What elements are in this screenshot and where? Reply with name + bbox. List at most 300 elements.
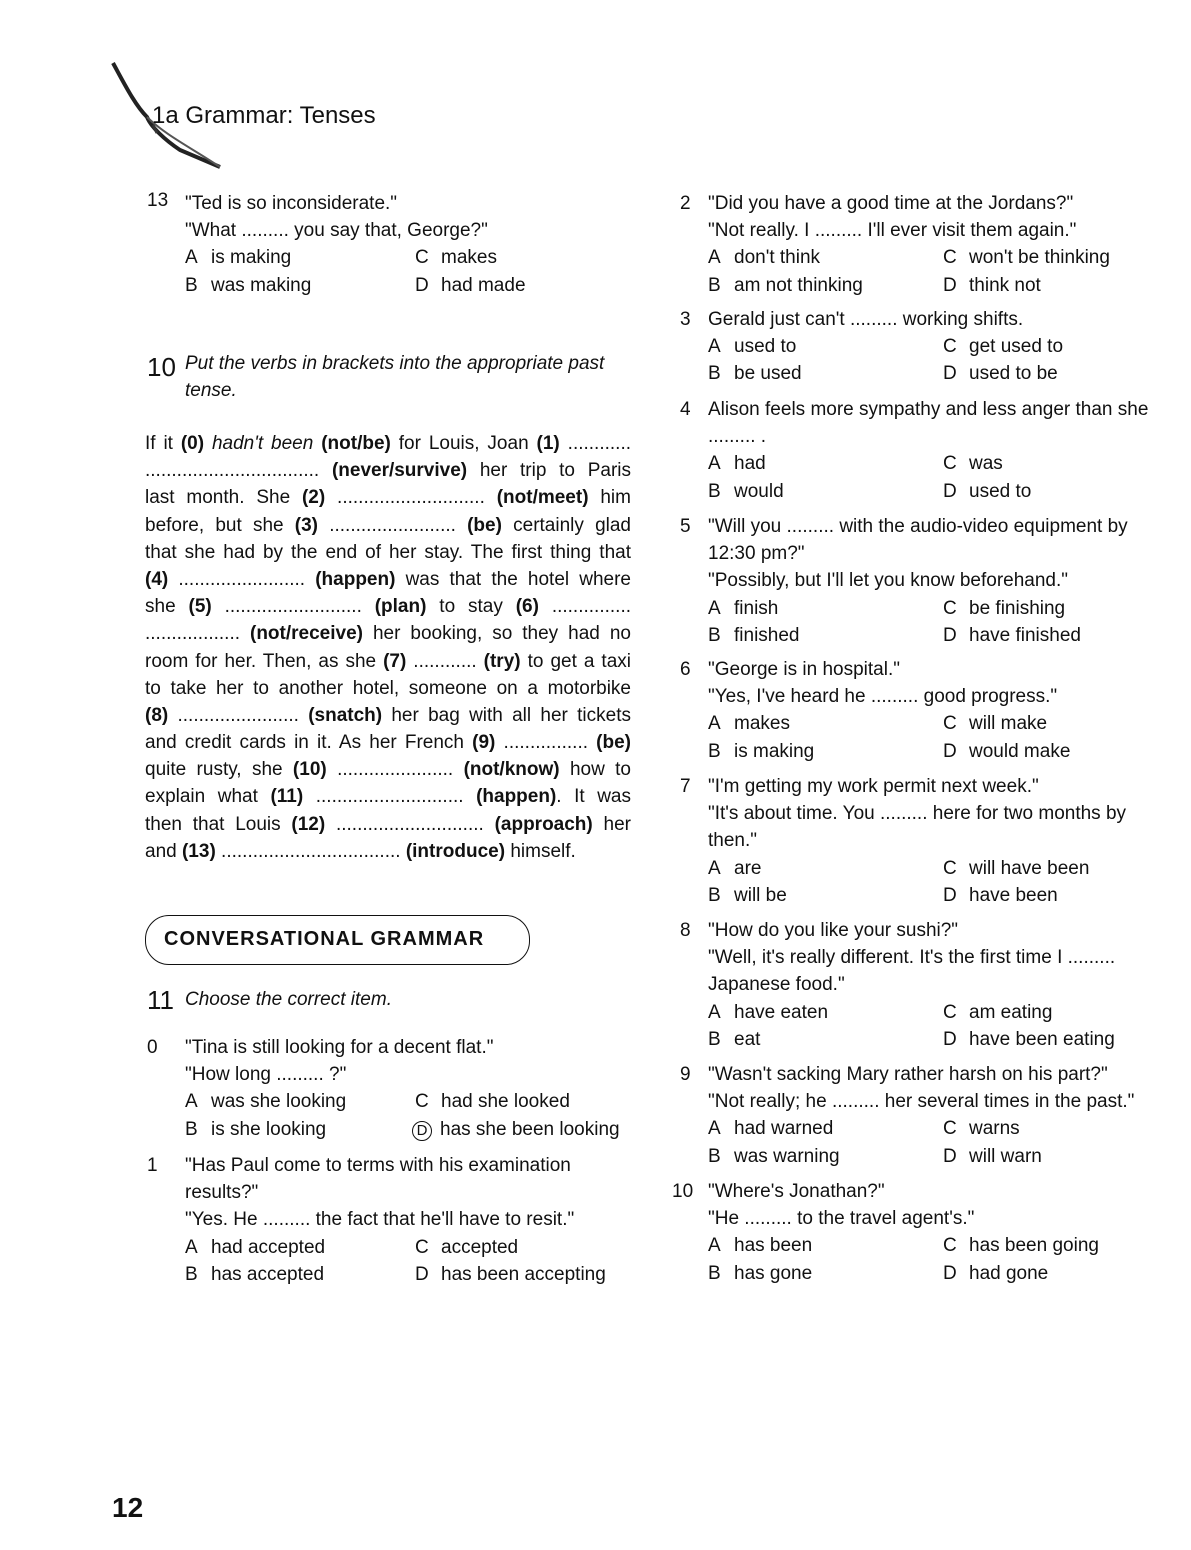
question-2 <box>680 190 1160 299</box>
option-letter: B <box>708 884 721 906</box>
paragraph-line <box>145 539 631 566</box>
verb-cue: (not/meet) <box>496 487 589 509</box>
question-number: 4 <box>680 399 691 420</box>
question-line: Gerald just can't ......... working shifts. <box>708 309 1024 330</box>
option-letter: A <box>185 1091 198 1113</box>
option-text: would make <box>969 740 1071 762</box>
question-number: 13 <box>147 190 169 211</box>
options-row <box>708 1260 1160 1287</box>
verb-cue: (approach) <box>494 813 593 835</box>
question-1 <box>147 1152 627 1288</box>
verb-cue: (3) <box>294 514 319 536</box>
option-d[interactable] <box>415 1261 606 1288</box>
question-line: "I'm getting my work permit next week." <box>708 776 1039 797</box>
question-number: 7 <box>680 776 691 797</box>
option-letter: A <box>708 247 721 269</box>
option-a[interactable] <box>185 1234 325 1261</box>
option-d[interactable] <box>943 738 1070 765</box>
instruction-line: tense. <box>185 380 237 402</box>
question-number: 6 <box>680 659 691 680</box>
question-4 <box>680 396 1160 505</box>
option-letter: C <box>943 1235 957 1257</box>
option-text: finish <box>734 597 779 619</box>
question-line: Alison feels more sympathy and less anger than she <box>708 399 1149 420</box>
options-row <box>708 710 1160 737</box>
option-letter: B <box>708 740 721 762</box>
question-line: "Will you ......... with the audio-video equipment by <box>708 516 1128 537</box>
question-line: "It's about time. You ......... here for two months by <box>708 803 1127 825</box>
options-row <box>185 1088 627 1115</box>
verb-cue: (happen) <box>315 568 396 590</box>
question-line: "Wasn't sacking Mary rather harsh on his part?" <box>708 1064 1108 1085</box>
text-segment: to get a taxi <box>520 650 631 672</box>
exercise-10-paragraph <box>145 430 631 865</box>
option-b[interactable] <box>708 738 814 765</box>
exercise-10-heading <box>147 350 637 404</box>
option-text: was warning <box>734 1145 840 1167</box>
option-text: used to be <box>969 363 1058 385</box>
option-letter: C <box>943 713 957 735</box>
option-b[interactable] <box>708 1143 840 1170</box>
verb-cue: (13) <box>181 840 216 862</box>
text-segment: If it <box>145 433 181 454</box>
question-line: "What ......... you say that, George?" <box>185 220 488 242</box>
options-row <box>708 1115 1160 1142</box>
question-line: ......... . <box>708 426 767 448</box>
question-6 <box>680 656 1160 765</box>
verb-cue: (10) <box>292 759 327 781</box>
verb-cue: (try) <box>483 650 521 672</box>
option-d[interactable] <box>943 1260 1048 1287</box>
option-c[interactable] <box>943 595 1065 622</box>
text-segment: and credit cards in it. As her French <box>145 732 473 754</box>
options-row <box>185 1234 627 1261</box>
option-letter: B <box>708 363 721 385</box>
option-letter: C <box>943 1118 957 1140</box>
verb-cue: (not/receive) <box>250 623 363 645</box>
question-number: 8 <box>680 920 691 941</box>
option-letter: D <box>415 1263 429 1285</box>
option-letter: C <box>943 857 957 879</box>
paragraph-line <box>145 729 631 756</box>
option-a[interactable] <box>708 710 790 737</box>
question-line: "Not really; he ......... her several times in the past." <box>708 1091 1135 1113</box>
option-letter: B <box>185 1263 198 1285</box>
option-a[interactable] <box>708 1232 812 1259</box>
paragraph-line <box>145 783 631 810</box>
option-text: will make <box>969 713 1048 735</box>
option-a[interactable] <box>708 244 820 271</box>
paragraph-line <box>145 593 631 620</box>
option-text: had warned <box>734 1118 834 1140</box>
text-segment: ............... <box>538 596 631 618</box>
paragraph-line <box>145 648 631 675</box>
text-segment: ............................ <box>325 813 495 835</box>
option-letter: D <box>943 1028 957 1050</box>
text-segment: she <box>145 596 189 618</box>
question-line: "Has Paul come to terms with his examination <box>185 1155 571 1176</box>
option-text: have finished <box>969 624 1081 646</box>
option-text: eat <box>734 1028 761 1050</box>
option-c[interactable]: C makes <box>415 247 497 269</box>
question-line: "George is in hospital." <box>708 659 900 680</box>
options-row <box>708 882 1160 909</box>
option-text: has been <box>734 1235 813 1257</box>
verb-cue: (4) <box>145 568 169 590</box>
option-a[interactable] <box>708 855 761 882</box>
option-letter: C <box>943 453 957 475</box>
option-c[interactable] <box>415 1234 518 1261</box>
option-text: don't think <box>734 247 821 269</box>
option-d[interactable] <box>415 1116 620 1143</box>
text-segment: .................................. <box>215 840 406 862</box>
option-b[interactable] <box>708 1026 760 1053</box>
option-letter: A <box>708 453 721 475</box>
option-letter: A <box>185 1236 198 1258</box>
verb-cue: (happen) <box>476 786 557 808</box>
option-a[interactable] <box>708 595 778 622</box>
text-segment: that she had by the end of her stay. The first thing that <box>145 541 631 563</box>
example-answer: hadn't been <box>211 433 322 454</box>
option-letter: A <box>708 713 721 735</box>
options-row <box>185 244 627 271</box>
paragraph-line <box>145 566 631 593</box>
option-letter: C <box>943 336 957 358</box>
question-line: "Well, it's really different. It's the first time I ......... <box>708 947 1116 969</box>
option-d[interactable] <box>943 1026 1115 1053</box>
text-segment: .......................... <box>211 596 375 618</box>
question-number: 5 <box>680 516 691 537</box>
option-text: am not thinking <box>734 274 863 296</box>
option-text: be used <box>734 363 802 385</box>
option-text: had she looked <box>441 1091 570 1113</box>
option-a[interactable] <box>708 333 796 360</box>
option-text: has she been looking <box>440 1118 620 1140</box>
text-segment: to take her to another hotel, someone on a motorbike <box>145 677 631 699</box>
option-text: will be <box>734 884 787 906</box>
option-letter: B <box>708 274 721 296</box>
paragraph-line <box>145 457 631 484</box>
option-text: will have been <box>969 857 1090 879</box>
question-line: "Ted is so inconsiderate." <box>185 193 398 214</box>
section-banner <box>145 915 530 965</box>
option-text: won't be thinking <box>969 247 1110 269</box>
verb-cue: (introduce) <box>405 840 506 862</box>
option-text: has gone <box>734 1262 813 1284</box>
instruction: Choose the correct item. <box>185 989 392 1010</box>
option-c[interactable] <box>943 855 1089 882</box>
text-segment: for Louis, Joan <box>390 433 537 454</box>
circled-answer-letter: D <box>412 1121 432 1141</box>
verb-cue: (not/be) <box>321 433 391 454</box>
text-segment: ........................ <box>168 568 316 590</box>
text-segment: last month. She <box>145 487 302 509</box>
text-segment: ................ <box>495 732 597 754</box>
option-text: has accepted <box>211 1263 325 1285</box>
question-line: "Yes, I've heard he ......... good progress." <box>708 686 1058 708</box>
option-text: makes <box>734 713 790 735</box>
question-5 <box>680 513 1160 649</box>
option-a[interactable] <box>708 450 766 477</box>
question-10 <box>672 1178 1160 1287</box>
option-c[interactable] <box>943 333 1063 360</box>
question-line: "Possibly, but I'll let you know beforehand." <box>708 570 1069 592</box>
page-number: 12 <box>112 1492 144 1523</box>
exercise-11-heading <box>147 985 392 1016</box>
exercise-number: 10 <box>147 352 176 382</box>
text-segment: ............ <box>559 433 632 454</box>
options-row <box>708 360 1160 387</box>
question-line: then." <box>708 830 758 852</box>
options-row <box>708 1232 1160 1259</box>
option-b[interactable] <box>708 882 787 909</box>
option-text: used to <box>734 336 797 358</box>
option-text: get used to <box>969 336 1064 358</box>
option-letter: D <box>943 740 957 762</box>
paragraph-line <box>145 756 631 783</box>
option-letter: D <box>943 1145 957 1167</box>
question-line: 12:30 pm?" <box>708 543 805 565</box>
text-segment: ............................ <box>303 786 477 808</box>
option-text: is making <box>734 740 815 762</box>
option-b[interactable] <box>708 622 800 649</box>
question-line: "Did you have a good time at the Jordans?" <box>708 193 1074 214</box>
options-row <box>185 272 627 299</box>
option-b[interactable] <box>708 272 863 299</box>
verb-cue: (12) <box>291 813 326 835</box>
text-segment: ...................... <box>326 759 464 781</box>
text-segment: room for her. Then, as she <box>145 650 384 672</box>
option-letter: D <box>943 624 957 646</box>
option-c[interactable] <box>415 1088 570 1115</box>
option-letter: A <box>708 1235 721 1257</box>
option-b[interactable] <box>708 1260 812 1287</box>
question-line: "Not really. I ......... I'll ever visit them again." <box>708 220 1077 242</box>
option-d[interactable] <box>943 622 1081 649</box>
text-segment: . It was <box>556 786 631 808</box>
option-text: was she looking <box>211 1091 347 1113</box>
option-text: had gone <box>969 1262 1049 1284</box>
question-line: "He ......... to the travel agent's." <box>708 1208 975 1230</box>
option-text: are <box>734 857 762 879</box>
option-letter: B <box>185 1118 198 1140</box>
text-segment: ............ <box>406 650 484 672</box>
option-letter: A <box>708 1001 721 1023</box>
text-segment: certainly glad <box>501 514 631 536</box>
option-text: will warn <box>969 1145 1042 1167</box>
options-row <box>708 595 1160 622</box>
text-segment: her trip to Paris <box>467 460 632 482</box>
text-segment: ....................... <box>168 704 309 726</box>
option-letter: D <box>943 480 957 502</box>
text-segment: ........................ <box>318 514 468 536</box>
options-row <box>708 478 1160 505</box>
text-segment: how to <box>559 759 631 781</box>
options-row <box>185 1116 627 1143</box>
text-segment: .................. <box>145 623 250 645</box>
question-number: 9 <box>680 1064 691 1085</box>
option-text: be finishing <box>969 597 1066 619</box>
exercise-number: 11 <box>147 985 174 1015</box>
question-line: "How do you like your sushi?" <box>708 920 959 941</box>
text-segment: ................................. <box>145 460 332 482</box>
options-row <box>708 244 1160 271</box>
text-segment: before, but she <box>145 514 295 536</box>
option-b[interactable]: B was making <box>185 274 312 296</box>
verb-cue: (2) <box>301 487 326 509</box>
option-letter: C <box>415 1091 429 1113</box>
options-row <box>708 333 1160 360</box>
option-text: has been going <box>969 1235 1099 1257</box>
option-b[interactable] <box>708 360 802 387</box>
section-banner-text: CONVERSATIONAL GRAMMAR <box>164 928 485 950</box>
question-line: results?" <box>185 1182 259 1204</box>
options-row <box>708 855 1160 882</box>
question-3 <box>680 306 1160 388</box>
question-line: "Yes. He ......... the fact that he'll have to resit." <box>185 1209 575 1231</box>
option-c[interactable] <box>943 244 1110 271</box>
option-a[interactable] <box>708 999 828 1026</box>
option-text: accepted <box>441 1236 519 1258</box>
options-row <box>708 450 1160 477</box>
option-c[interactable] <box>943 450 1003 477</box>
option-letter: D <box>943 274 957 296</box>
text-segment: then that Louis <box>145 813 292 835</box>
options-row <box>708 1143 1160 1170</box>
options-row <box>708 272 1160 299</box>
question-8 <box>680 917 1160 1053</box>
question-13 <box>147 190 627 299</box>
option-d[interactable] <box>943 1143 1042 1170</box>
verb-cue: (never/survive) <box>331 460 468 482</box>
question-number: 10 <box>672 1181 694 1202</box>
option-letter: C <box>943 1001 957 1023</box>
option-letter: C <box>943 597 957 619</box>
option-d[interactable] <box>943 882 1058 909</box>
verb-cue: (snatch) <box>308 704 383 726</box>
options-row <box>708 738 1160 765</box>
option-a[interactable] <box>708 1115 833 1142</box>
option-c[interactable] <box>943 710 1047 737</box>
question-number: 0 <box>147 1037 158 1058</box>
question-line: "Tina is still looking for a decent flat." <box>185 1037 494 1058</box>
text-segment: explain what <box>145 786 271 808</box>
option-letter: D <box>943 363 957 385</box>
verb-cue: (plan) <box>374 596 427 618</box>
options-row <box>708 622 1160 649</box>
option-c[interactable] <box>943 999 1052 1026</box>
question-7 <box>680 773 1160 909</box>
paragraph-line <box>145 512 631 539</box>
option-text: have been eating <box>969 1028 1115 1050</box>
paragraph-line <box>145 675 631 702</box>
option-a[interactable]: A is making <box>185 247 292 269</box>
verb-cue: (9) <box>472 732 496 754</box>
option-letter: B <box>708 1262 721 1284</box>
option-a[interactable] <box>185 1088 346 1115</box>
text-segment: and <box>145 840 182 862</box>
verb-cue: (1) <box>536 433 560 454</box>
option-text: used to <box>969 480 1032 502</box>
text-segment: ............................ <box>325 487 497 509</box>
text-segment: her booking, so they had no <box>362 623 631 645</box>
option-text: have been <box>969 884 1058 906</box>
option-letter: D <box>943 884 957 906</box>
option-text: warns <box>969 1118 1020 1140</box>
option-letter: C <box>943 247 957 269</box>
option-text: had accepted <box>211 1236 326 1258</box>
verb-cue: (0) <box>180 433 212 454</box>
option-text: think not <box>969 274 1041 296</box>
text-segment: himself. <box>505 840 576 862</box>
text-segment: him <box>588 487 631 509</box>
text-segment: her bag with all her tickets <box>382 704 631 726</box>
question-9 <box>680 1061 1160 1170</box>
question-number: 3 <box>680 309 691 330</box>
option-letter: B <box>708 624 721 646</box>
text-segment: quite rusty, she <box>145 759 293 781</box>
option-c[interactable] <box>943 1232 1099 1259</box>
option-letter: B <box>708 480 721 502</box>
verb-cue: (be) <box>467 514 502 536</box>
option-letter: A <box>708 1118 721 1140</box>
option-text: had <box>734 453 766 475</box>
option-b[interactable] <box>185 1261 324 1288</box>
option-letter: D <box>943 1262 957 1284</box>
option-letter: A <box>708 336 721 358</box>
options-row <box>185 1261 627 1288</box>
paragraph-line <box>145 620 631 647</box>
question-0 <box>147 1034 627 1143</box>
verb-cue: (8) <box>145 704 169 726</box>
verb-cue: (not/know) <box>463 759 560 781</box>
paragraph-line <box>145 838 631 865</box>
option-letter: A <box>708 857 721 879</box>
verb-cue: (be) <box>596 732 631 754</box>
option-letter: B <box>708 1145 721 1167</box>
option-d[interactable] <box>943 360 1058 387</box>
question-line: "How long ......... ?" <box>185 1064 347 1086</box>
option-letter: C <box>415 1236 429 1258</box>
paragraph-line <box>145 430 631 457</box>
question-line: Japanese food." <box>708 974 845 996</box>
text-segment: her <box>592 813 631 835</box>
instruction-line: Put the verbs in brackets into the appropriate past <box>185 353 605 374</box>
option-text: am eating <box>969 1001 1053 1023</box>
verb-cue: (11) <box>270 786 304 808</box>
option-d[interactable]: D had made <box>415 274 526 296</box>
question-number: 1 <box>147 1155 158 1176</box>
options-row <box>708 999 1160 1026</box>
option-text: have eaten <box>734 1001 829 1023</box>
option-text: would <box>734 480 784 502</box>
paragraph-line <box>145 702 631 729</box>
verb-cue: (5) <box>188 596 212 618</box>
option-letter: B <box>708 1028 721 1050</box>
question-line: "Where's Jonathan?" <box>708 1181 885 1202</box>
option-letter: A <box>708 597 721 619</box>
text-segment: to stay <box>426 596 516 618</box>
paragraph-line <box>145 811 631 838</box>
page-title: 1a Grammar: Tenses <box>152 102 376 129</box>
option-c[interactable] <box>943 1115 1020 1142</box>
option-text: was <box>969 453 1003 475</box>
option-d[interactable] <box>943 478 1031 505</box>
option-b[interactable] <box>708 478 784 505</box>
paragraph-line <box>145 484 631 511</box>
option-b[interactable] <box>185 1116 326 1143</box>
option-d[interactable] <box>943 272 1041 299</box>
